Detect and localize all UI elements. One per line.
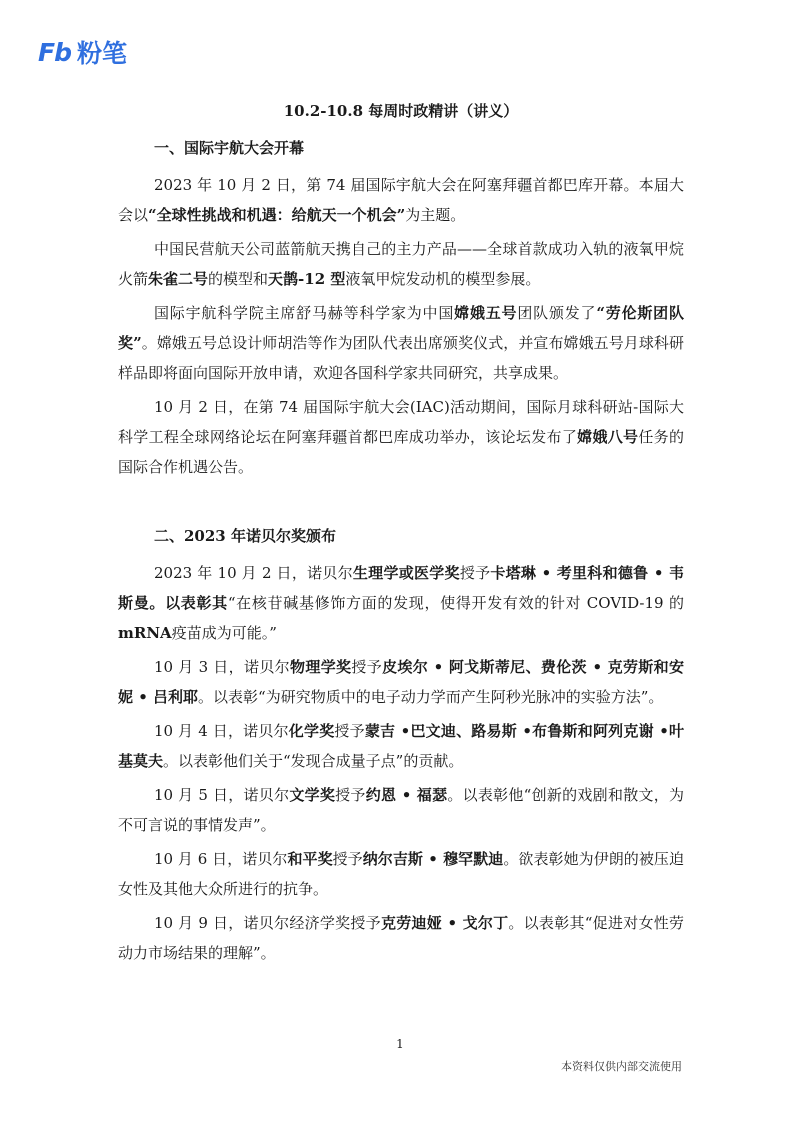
- paragraph: 国际宇航科学院主席舒马赫等科学家为中国嫦娥五号团队颁发了“劳伦斯团队奖”。嫦娥五号总设计师胡浩等作为团队代表出席颁奖仪式，并宣布嫦娥五号月球科研样品即将面向国际开放申请，欢迎各国科学家共同研究，共享成果。: [118, 304, 684, 382]
- paragraph: 10 月 9 日，诺贝尔经济学奖授予克劳迪娅 • 戈尔丁。以表彰其“促进对女性劳动力市场结果的理解”。: [118, 914, 684, 962]
- page-title: 10.2-10.8 每周时政精讲（讲义）: [283, 102, 519, 120]
- brand-logo: [38, 34, 127, 70]
- document-body: [118, 100, 684, 972]
- paragraph: 10 月 6 日，诺贝尔和平奖授予纳尔吉斯 • 穆罕默迪。欲表彰她为伊朗的被压迫女性及其他大众所进行的抗争。: [118, 850, 684, 898]
- paragraph: 10 月 2 日，在第 74 届国际宇航大会(IAC)活动期间，国际月球科研站-国际大科学工程全球网络论坛在阿塞拜疆首都巴库成功举办，该论坛发布了嫦娥八号任务的国际合作机遇公告。: [118, 398, 684, 476]
- paragraph: 10 月 4 日，诺贝尔化学奖授予蒙吉 •巴文迪、路易斯 •布鲁斯和阿列克谢 •叶基莫夫。以表彰他们关于“发现合成量子点”的贡献。: [118, 722, 684, 770]
- spacer: [118, 486, 684, 524]
- paragraph: 中国民营航天公司蓝箭航天携自己的主力产品——全球首款成功入轨的液氧甲烷火箭朱雀二号的模型和天鹊-12 型液氧甲烷发动机的模型参展。: [118, 240, 684, 288]
- paragraph: 10 月 3 日，诺贝尔物理学奖授予皮埃尔 • 阿戈斯蒂尼、费伦茨 • 克劳斯和安妮 • 吕利耶。以表彰“为研究物质中的电子动力学而产生阿秒光脉冲的实验方法”。: [118, 658, 684, 706]
- footer-note: 本资料仅供内部交流使用: [561, 1060, 682, 1073]
- paragraph: 2023 年 10 月 2 日，诺贝尔生理学或医学奖授予卡塔琳 • 考里科和德鲁 • 韦斯曼。以表彰其“在核苷碱基修饰方面的发现，使得开发有效的针对 COVID-19 的mRNA疫苗成为可能。”: [118, 564, 684, 642]
- section-heading-1: 一、国际宇航大会开幕: [154, 139, 305, 157]
- paragraph: 10 月 5 日，诺贝尔文学奖授予约恩 • 福瑟。以表彰他“创新的戏剧和散文，为不可言说的事情发声”。: [118, 786, 685, 834]
- logo-text: 粉笔: [76, 39, 127, 68]
- section-heading-2: 二、2023 年诺贝尔奖颁布: [154, 527, 336, 545]
- logo-mark-icon: Fb: [38, 37, 71, 67]
- paragraph: 2023 年 10 月 2 日，第 74 届国际宇航大会在阿塞拜疆首都巴库开幕。本届大会以“全球性挑战和机遇：给航天一个机会”为主题。: [118, 176, 684, 224]
- page-number: 1: [396, 1037, 404, 1051]
